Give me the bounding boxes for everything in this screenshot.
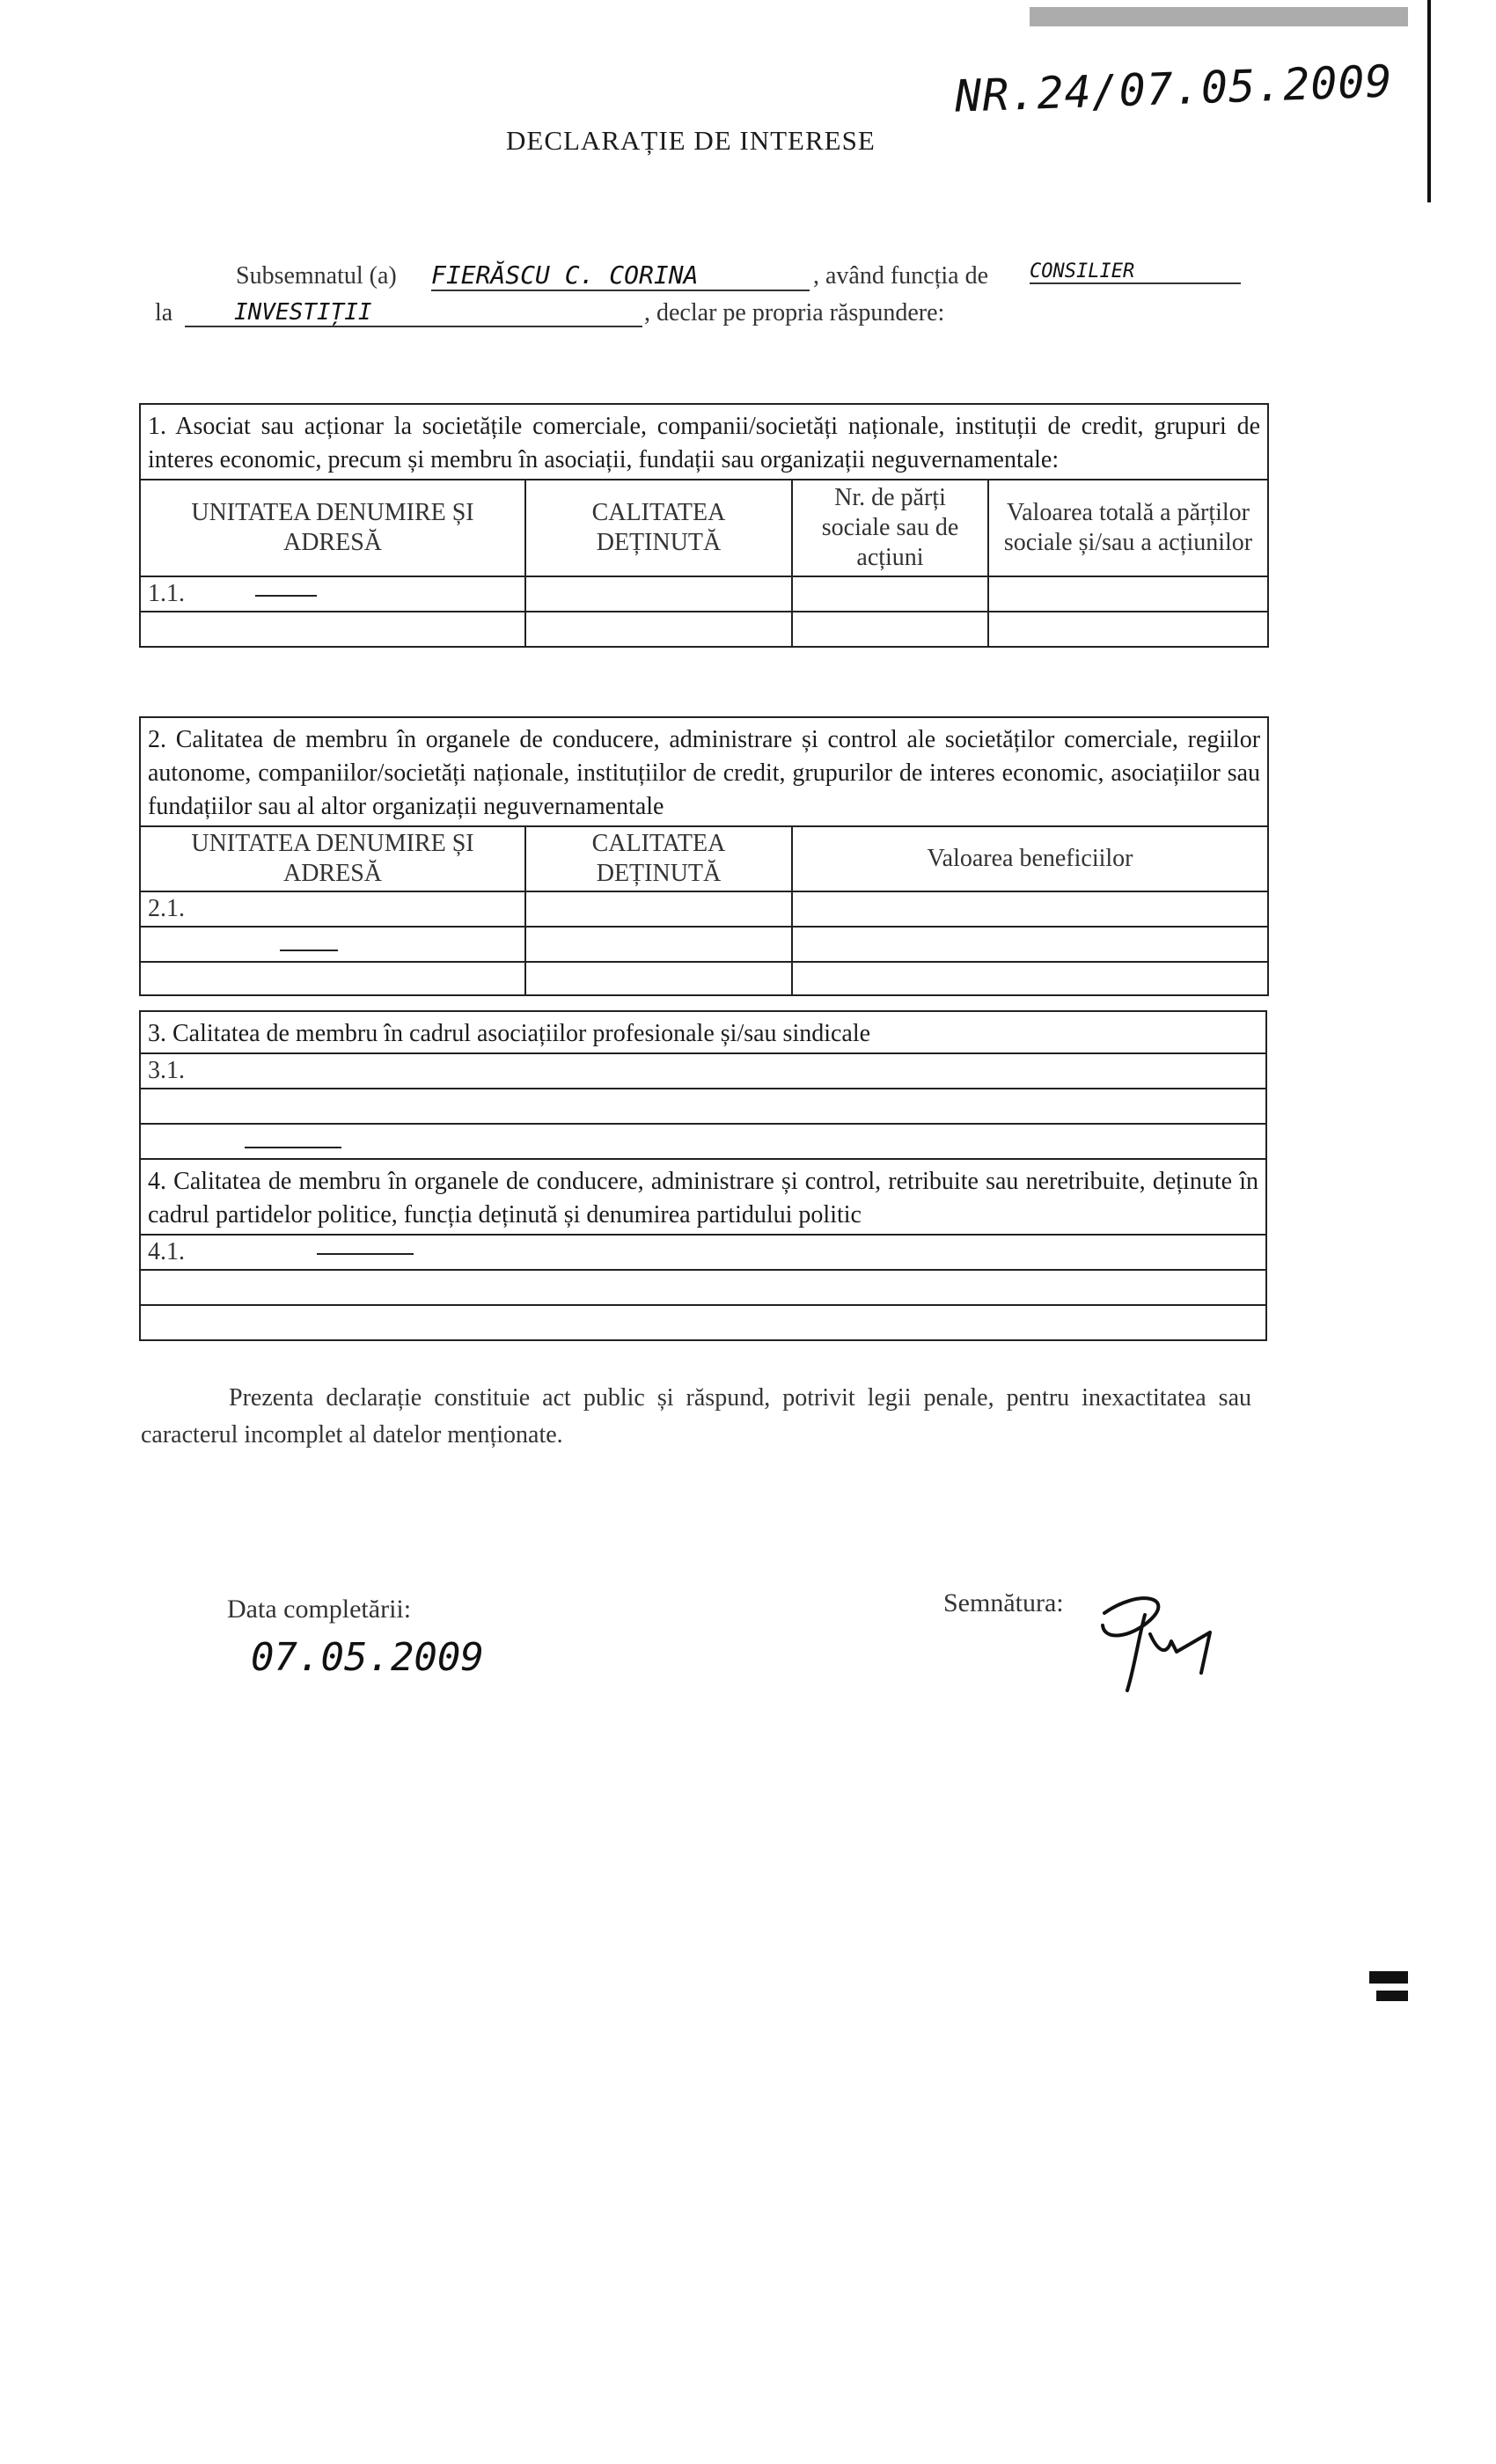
function-label: , având funcția de [813, 262, 989, 290]
section-2-table [139, 716, 1269, 996]
department-value: INVESTIȚII [234, 299, 372, 326]
undersigned-label: Subsemnatul (a) [236, 262, 397, 290]
s2-row-cell [792, 891, 1268, 927]
s4-row-label: 4.1. [140, 1235, 1266, 1270]
s1-row-cell [792, 576, 988, 612]
at-label: la [155, 299, 173, 326]
s2-row-cell [525, 891, 792, 927]
name-value: FIERĂSCU C. CORINA [431, 260, 699, 290]
s2-empty-cell [792, 962, 1268, 995]
scan-mark-right-2 [1376, 1991, 1408, 2001]
section-2-heading: 2. Calitatea de membru în organele de conducere, administrare și control ale societăților comerciale, regiilor autonome, companiilor/societăți naționale, instituțiilor de credit, grupurilor de interes economic, asociațiilor sau fundațiilor sau al altor organizații neguvernamentale [140, 717, 1268, 826]
s1-empty-cell [525, 612, 792, 647]
s2-empty-cell [792, 927, 1268, 962]
s4-empty-row [140, 1305, 1266, 1340]
s1-col-shares: Nr. de părți sociale sau de acțiuni [792, 480, 988, 576]
section-4-heading: 4. Calitatea de membru în organele de conducere, administrare și control, retribuite sau neretribuite, deținute în cadrul partidelor politice, funcția deținută și denumirea partidului politic [140, 1159, 1266, 1235]
s1-row-cell [525, 576, 792, 612]
section-4-table [139, 1158, 1267, 1341]
legal-statement: Prezenta declarație constituie act public și răspund, potrivit legii penale, pentru inexactitatea sau caracterul incomplet al datelor menționate. [141, 1384, 1251, 1448]
section-3-table [139, 1010, 1267, 1160]
s1-empty-cell [988, 612, 1268, 647]
s2-empty-cell [525, 962, 792, 995]
function-field[interactable] [1030, 260, 1241, 284]
date-value: 07.05.2009 [251, 1635, 484, 1680]
s3-row-label: 3.1. [140, 1053, 1266, 1089]
s2-empty-cell [525, 927, 792, 962]
s3-empty-row [140, 1089, 1266, 1124]
s1-empty-cell [140, 612, 525, 647]
department-field[interactable] [185, 299, 642, 327]
section-1-table [139, 403, 1269, 648]
s1-empty-cell [792, 612, 988, 647]
s2-empty-cell [140, 927, 525, 962]
s2-col-unit: UNITATEA DENUMIRE ȘI ADRESĂ [140, 826, 525, 891]
section-1-heading: 1. Asociat sau acționar la societățile comerciale, companii/societăți naționale, instituții de credit, grupuri de interes economic, precum și membru în asociații, fundații sau organizații neguvernamentale: [140, 404, 1268, 480]
s1-col-capacity: CALITATEA DEȚINUTĂ [525, 480, 792, 576]
s2-empty-cell [140, 962, 525, 995]
s2-row-label: 2.1. [140, 891, 525, 927]
name-field[interactable] [431, 260, 810, 291]
registration-number: NR.24/07.05.2009 [954, 55, 1394, 122]
s1-row-label: 1.1. [140, 576, 525, 612]
document-title: DECLARAȚIE DE INTERESE [506, 125, 876, 156]
s2-col-benefits: Valoarea beneficiilor [792, 826, 1268, 891]
s3-empty-row [140, 1124, 1266, 1159]
function-value: CONSILIER [1030, 260, 1135, 282]
s4-empty-row [140, 1270, 1266, 1305]
signature-graphic [1069, 1580, 1236, 1694]
declare-label: , declar pe propria răspundere: [644, 299, 945, 326]
s1-row-cell [988, 576, 1268, 612]
s2-col-capacity: CALITATEA DEȚINUTĂ [525, 826, 792, 891]
scan-edge-right [1427, 0, 1431, 202]
s1-col-value: Valoarea totală a părților sociale și/sau a acțiunilor [988, 480, 1268, 576]
signature-label: Semnătura: [943, 1588, 1064, 1617]
s1-col-unit: UNITATEA DENUMIRE ȘI ADRESĂ [140, 480, 525, 576]
section-3-heading: 3. Calitatea de membru în cadrul asociațiilor profesionale și/sau sindicale [140, 1011, 1266, 1053]
scan-mark-right [1369, 1971, 1408, 1984]
scan-noise-top-right [1030, 7, 1408, 26]
date-label: Data completării: [227, 1595, 412, 1624]
